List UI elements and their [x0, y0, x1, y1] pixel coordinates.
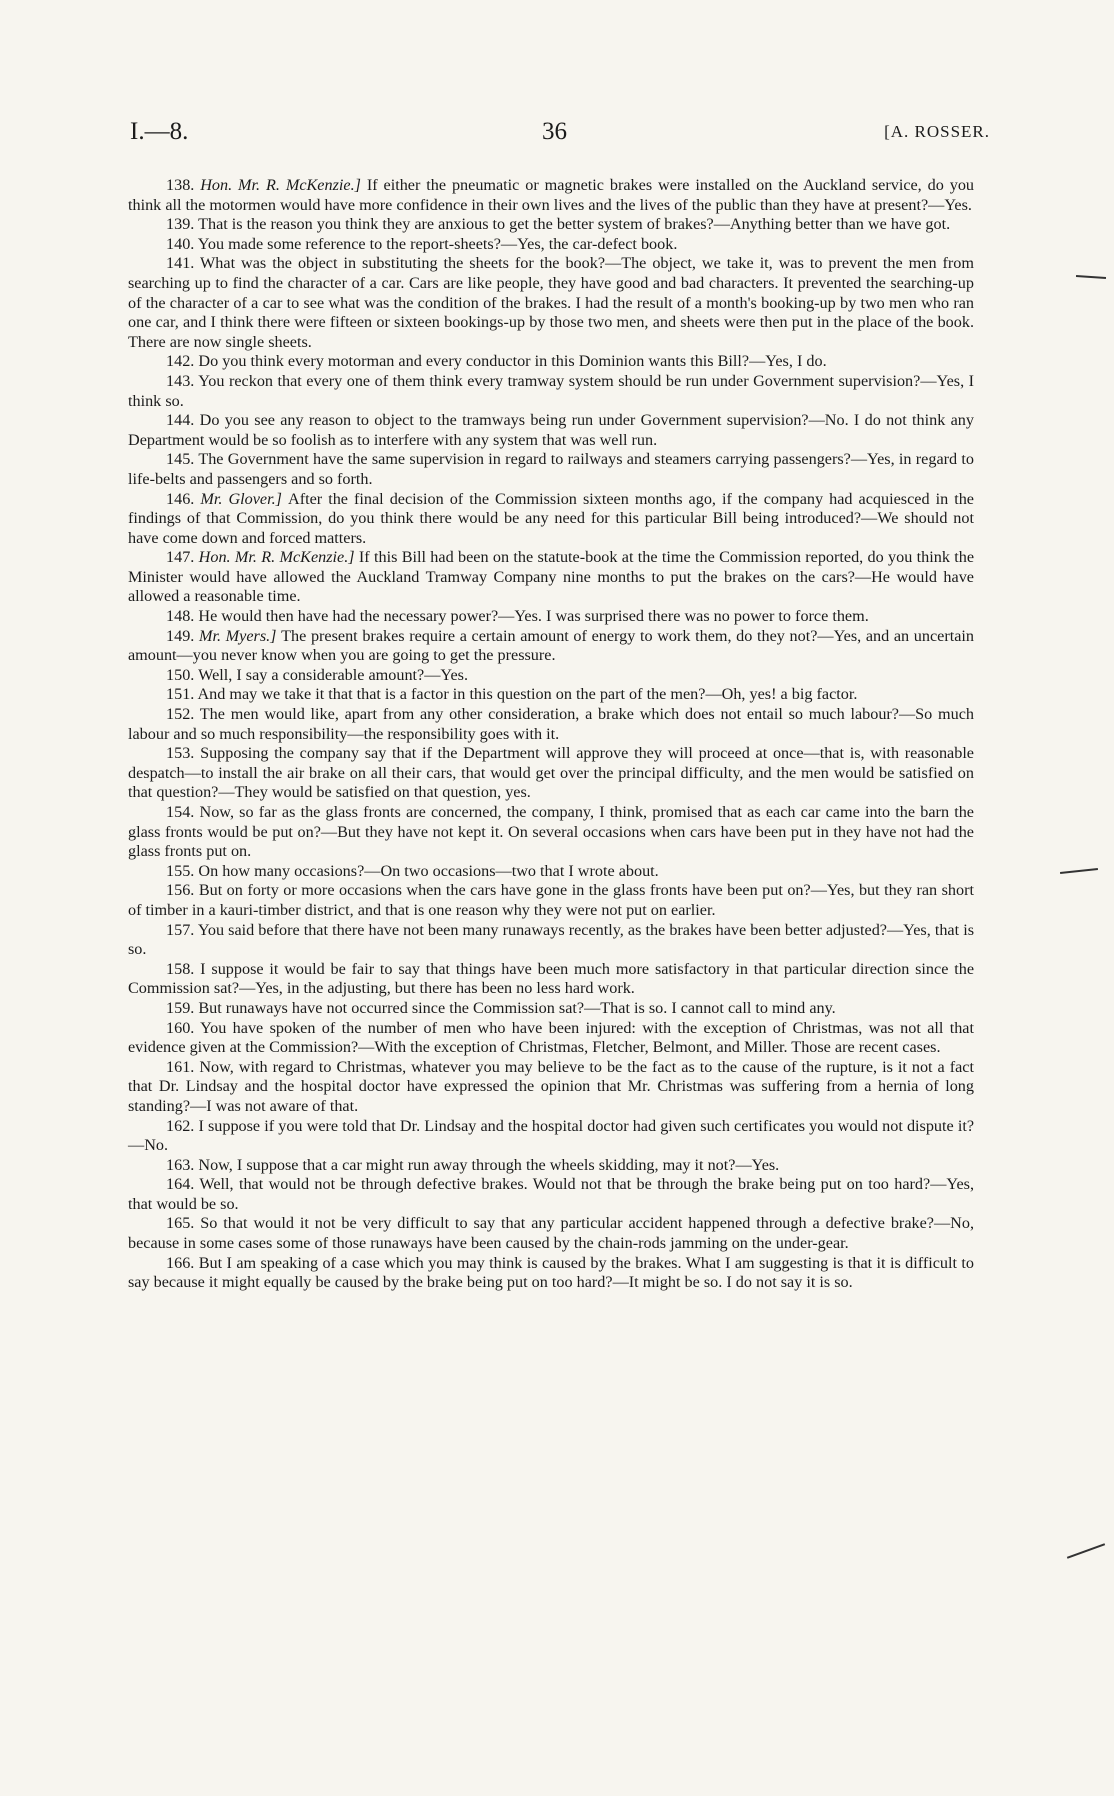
question-answer-text: Supposing the company say that if the Department will approve they will proceed at once—that is, with reasonable despatch—to install the air brake on all their cars, that would get over the principal difficulty, and the men would be satisfied on that question?—They would be satisfied on that question, yes.: [128, 744, 974, 802]
margin-pen-mark: [1060, 868, 1098, 874]
evidence-paragraph: [128, 1117, 974, 1156]
evidence-paragraph: [128, 1254, 974, 1293]
question-answer-text: You have spoken of the number of men who have been injured: with the exception of Christmas, was not all that evidence given at the Commission?—With the exception of Christmas, Fletcher, Belmont, and Miller. Those are recent cases.: [128, 1018, 974, 1057]
evidence-paragraph: [128, 1058, 974, 1117]
question-answer-text: After the final decision of the Commission sixteen months ago, if the company had acquiesced in the findings of that Commission, do you think there would be any need for this particular Bill being introduced?—We should not have come down and forced matters.: [128, 489, 974, 547]
question-answer-text: Now, with regard to Christmas, whatever you may believe to be the fact as to the cause of the rupture, is it not a fact that Dr. Lindsay and the hospital doctor have expressed the opinion that Mr. Christmas was suffering from a hernia of long standing?—I was not aware of that.: [128, 1057, 974, 1115]
question-answer-text: If either the pneumatic or magnetic brakes were installed on the Auckland service, do you think all the motormen would have more confidence in their own lives and the lives of the public than they have at present?—Yes.: [128, 176, 975, 214]
paper-number: I.—8.: [130, 118, 189, 145]
evidence-paragraph: [128, 372, 974, 411]
question-number: 140.: [166, 234, 198, 253]
question-answer-text: Now, I suppose that a car might run away through the wheels skidding, may it not?—Yes.: [198, 1155, 780, 1174]
question-number: 150.: [166, 665, 199, 684]
question-answer-text: You made some reference to the report-sheets?—Yes, the car-defect book.: [197, 234, 678, 253]
question-number: 154.: [166, 803, 200, 821]
question-answer-text: But runaways have not occurred since the Commission sat?—That is so. I cannot call to mind any.: [198, 998, 836, 1017]
evidence-paragraph: [128, 1019, 974, 1058]
question-answer-text: The Government have the same supervision in regard to railways and steamers carrying passengers?—Yes, in regard to life-belts and passengers and so forth.: [128, 450, 974, 488]
evidence-paragraph: [128, 744, 974, 803]
evidence-paragraph: [128, 1175, 974, 1214]
witness-name: [A. ROSSER.: [884, 122, 990, 141]
margin-pen-mark: [1067, 1543, 1105, 1559]
question-answer-text: He would then have had the necessary power?—Yes. I was surprised there was no power to force them.: [198, 607, 869, 626]
question-answer-text: But on forty or more occasions when the cars have gone in the glass fronts have been put on?—Yes, but they ran short of timber in a kauri-timber district, and that is one reason why they were not put on earlier.: [128, 881, 974, 919]
question-number: 145.: [166, 450, 199, 469]
question-number: 143.: [166, 371, 199, 390]
question-answer-text: The present brakes require a certain amount of energy to work them, do they not?—Yes, and an uncertain amount—you never know when you are going to get the pressure.: [128, 626, 975, 665]
question-number: 165.: [166, 1214, 201, 1233]
question-answer-text: What was the object in substituting the sheets for the book?—The object, we take it, was to prevent the men from searching up to find the character of a car. Cars are like people, they have good and bad characters. It prevented the searching-up of the character of a car to see what was the condition of the brakes. I had the result of a month's booking-up by two men who ran one car, and I think there were fifteen or sixteen bookings-up by those two men, and sheets were then put in the place of the book. There are now single sheets.: [128, 254, 974, 351]
question-answer-text: The men would like, apart from any other consideration, a brake which does not entail so much labour?—So much labour and so much responsibility—the responsibility goes with it.: [128, 705, 974, 743]
speaker-name: Hon. Mr. R. McKenzie.]: [200, 176, 367, 194]
question-answer-text: You said before that there have not been many runaways recently, as the brakes have been better adjusted?—Yes, that is so.: [128, 920, 974, 959]
question-number: 158.: [166, 959, 201, 978]
question-number: 156.: [166, 881, 199, 900]
evidence-paragraph: [128, 411, 974, 450]
question-answer-text: Well, I say a considerable amount?—Yes.: [198, 665, 469, 684]
question-number: 141.: [166, 254, 201, 273]
question-number: 149.: [166, 626, 199, 645]
question-answer-text: Now, so far as the glass fronts are concerned, the company, I think, promised that as each car came into the barn the glass fronts would be put on?—But they have not kept it. On several occasions when cars have been put in they have not had the glass fronts put on.: [128, 803, 974, 861]
page-header: [130, 118, 990, 158]
evidence-paragraph: [128, 921, 974, 960]
question-number: 146.: [166, 489, 201, 508]
margin-pen-mark: [1076, 275, 1106, 279]
evidence-paragraph: [128, 254, 974, 352]
question-answer-text: Do you see any reason to object to the tramways being run under Government supervision?—No. I do not think any Department would be so foolish as to interfere with any system that was well run.: [128, 411, 974, 449]
question-number: 164.: [166, 1175, 200, 1194]
question-number: 163.: [166, 1155, 199, 1174]
question-number: 139.: [166, 215, 199, 234]
evidence-paragraph: [128, 705, 974, 744]
question-number: 160.: [166, 1018, 201, 1037]
question-number: 161.: [166, 1057, 200, 1076]
question-number: 138.: [166, 176, 201, 194]
question-number: 159.: [166, 998, 199, 1017]
question-number: 148.: [166, 607, 199, 626]
question-answer-text: You reckon that every one of them think every tramway system should be run under Government supervision?—Yes, I think so.: [128, 371, 974, 410]
speaker-name: Hon. Mr. R. McKenzie.]: [198, 548, 359, 567]
question-number: 147.: [166, 548, 199, 567]
question-number: 153.: [166, 744, 201, 763]
evidence-paragraph: [128, 999, 974, 1019]
question-answer-text: Do you think every motorman and every conductor in this Dominion wants this Bill?—Yes, I do.: [198, 352, 827, 371]
evidence-paragraph: [128, 862, 974, 882]
question-number: 166.: [166, 1253, 199, 1272]
question-number: 151.: [166, 685, 198, 704]
question-answer-text: That is the reason you think they are anxious to get the better system of brakes?—Anything better than we have got.: [198, 215, 951, 234]
evidence-paragraph: [128, 627, 974, 666]
evidence-paragraph: [128, 490, 974, 549]
question-answer-text: I suppose if you were told that Dr. Lindsay and the hospital doctor had given such certificates you would not dispute it?—No.: [128, 1116, 975, 1155]
question-number: 142.: [166, 352, 199, 371]
evidence-paragraph: [128, 1156, 974, 1176]
question-answer-text: I suppose it would be fair to say that things have been much more satisfactory in that particular direction since the Commission sat?—Yes, in the adjusting, but there has been no less hard work.: [128, 959, 974, 998]
question-answer-text: So that would it not be very difficult to say that any particular accident happened through a defective brake?—No, because in some cases some of those runaways have been caused by the chain-rods jamming on the under-gear.: [128, 1214, 974, 1253]
evidence-paragraph: [128, 881, 974, 920]
evidence-paragraph: [128, 450, 974, 489]
page-number: 36: [542, 118, 567, 145]
question-answer-text: But I am speaking of a case which you may think is caused by the brakes. What I am suggesting is that it is difficult to say because it might equally be caused by the brake being put on too hard?—It might be so. I do not say it is so.: [128, 1253, 974, 1292]
question-number: 155.: [166, 861, 199, 880]
speaker-name: Mr. Glover.]: [200, 489, 288, 508]
question-answer-text: Well, that would not be through defective brakes. Would not that be through the brake being put on too hard?—Yes, that would be so.: [128, 1175, 974, 1213]
evidence-text: [128, 176, 974, 1293]
question-answer-text: And may we take it that that is a factor in this question on the part of the men?—Oh, yes! a big factor.: [197, 685, 858, 704]
evidence-paragraph: [128, 803, 974, 862]
evidence-paragraph: [128, 960, 974, 999]
question-number: 144.: [166, 411, 200, 430]
evidence-paragraph: [128, 666, 974, 686]
question-number: 162.: [166, 1116, 199, 1135]
question-number: 157.: [166, 920, 198, 939]
evidence-paragraph: [128, 235, 974, 255]
evidence-paragraph: [128, 352, 974, 372]
question-answer-text: On how many occasions?—On two occasions—two that I wrote about.: [198, 861, 659, 880]
speaker-name: Mr. Myers.]: [198, 626, 282, 645]
evidence-paragraph: [128, 176, 974, 215]
evidence-paragraph: [128, 548, 974, 607]
evidence-paragraph: [128, 607, 974, 627]
question-answer-text: If this Bill had been on the statute-book at the time the Commission reported, do you think the Minister would have allowed the Auckland Tramway Company nine months to put the brakes on the cars?—He would have allowed a reasonable time.: [128, 548, 975, 606]
evidence-paragraph: [128, 685, 974, 705]
question-number: 152.: [166, 705, 200, 724]
evidence-paragraph: [128, 215, 974, 235]
evidence-paragraph: [128, 1214, 974, 1253]
